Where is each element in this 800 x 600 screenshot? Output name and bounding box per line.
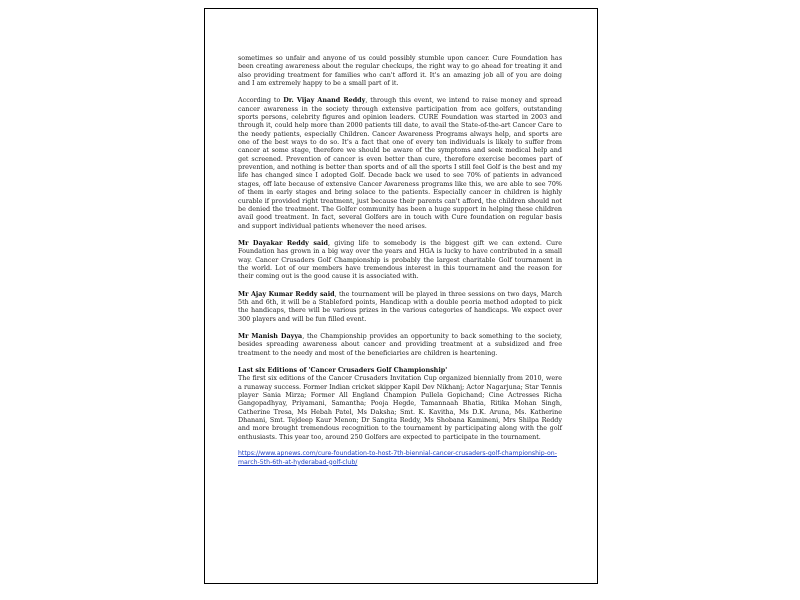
paragraph-intro xyxy=(238,54,562,87)
paragraph-vijay-anand-reddy xyxy=(238,96,562,230)
section-heading: Last six Editions of 'Cancer Crusaders Golf Championship' xyxy=(238,366,448,374)
speaker-name: Mr Ajay Kumar Reddy said xyxy=(238,289,335,298)
paragraph-text: , the tournament will be played in three sessions on two days, March 5th and 6th, it will be a Stableford points, Handicap with a double peoria method adopted to pick the handicaps, there will be various prizes in the various categories of handicaps. We expect over 300 players and will be fun filled event. xyxy=(238,289,562,323)
speaker-name: Dr. Vijay Anand Reddy xyxy=(283,96,366,105)
document-page xyxy=(204,8,598,584)
speaker-name: Mr Manish Dayya xyxy=(238,331,303,340)
paragraph-dayakar-reddy xyxy=(238,239,562,281)
paragraph-lead-in: According to xyxy=(238,96,284,105)
speaker-name: Mr Dayakar Reddy said xyxy=(238,238,328,247)
section-last-six-editions xyxy=(238,366,562,441)
paragraph-manish-dayya xyxy=(238,332,562,357)
paragraph-text: , through this event, we intend to raise money and spread cancer awareness in the society through extensive participation from ace golfers, outstanding sports persons, celebrity figures and opinion leaders. CURE Foundation was started in 2003 and through it, could help more than 2000 patients till date, to avail the State-of-the-art Cancer Care to the needy patients, especially Children. Cancer Awareness Programs always help, and sports are one of the best ways to do so. It's a fact that one of every ten individuals is likely to suffer from cancer at some stage, therefore we should be aware of the symptoms and seek medical help and get screened. Prevention of cancer is even better than cure, therefore exercise becomes part of prevention, and nothing is better than sports and of all the sports I still feel Golf is the best and my life has changed since I adopted Golf. Decade back we used to see 70% of patients in advanced stages, off late because of extensive Cancer Awareness programs like this, we are able to see 70% of them in early stages and bring solace to the patients. Especially cancer in children is highly curable if provided right treatment, just because their parents can't afford, the children should not be denied the treatment. The Golfer community has been a huge support in helping these children avail good treatment. In fact, several Golfers are in touch with Cure foundation on regular basis and support individual patients whenever the need arises. xyxy=(238,96,562,230)
source-link[interactable]: https://www.apnews.com/cure-foundation-to-host-7th-biennial-cancer-crusaders-golf-championship-on-march-5th-6th-at-hyderabad-golf-club/ xyxy=(238,450,557,466)
paragraph-intro-text: sometimes so unfair and anyone of us could possibly stumble upon cancer. Cure Foundation has been creating awareness about the regular checkups, the right way to go ahead for treating it and also providing treatment for families who can't afford it. It's an amazing job all of you are doing and I am extremely happy to be a small part of it. xyxy=(238,54,562,88)
document-body xyxy=(238,54,562,467)
paragraph-text: , giving life to somebody is the biggest gift we can extend. Cure Foundation has grown in a big way over the years and HGA is lucky to have contributed in a small way. Cancer Crusaders Golf Championship is probably the largest charitable Golf tournament in the world. Lot of our members have tremendous interest in this tournament and the reason for their coming out is the good cause it is associated with. xyxy=(238,238,563,281)
paragraph-ajay-kumar-reddy xyxy=(238,290,562,323)
section-text: The first six editions of the Cancer Crusaders Invitation Cup organized biennially from 2010, were a runaway success. Former Indian cricket skipper Kapil Dev Nikhanj; Actor Nagarjuna; Star Tennis player Sania Mirza; Former All England Champion Pullela Gopichand; Cine Actresses Richa Gangopadhyay, Priyamani, Samantha; Pooja Hegde, Tamannaah Bhatia, Ritika Mohan Singh, Catherine Tresa, Ms Hebah Patel, Ms Daksha; Smt. K. Kavitha, Ms D.K. Aruna, Ms. Katherine Dhanani, Smt. Tejdeep Kaur Menon; Dr Sangita Reddy, Ms Shobana Kamineni, Mrs Shilpa Reddy and more brought tremendous recognition to the tournament by participating along with the golf enthusiasts. This year too, around 250 Golfers are expected to participate in the tournament. xyxy=(238,374,562,441)
paragraph-text: , the Championship provides an opportunity to back something to the society, besides spreading awareness about cancer and providing treatment at a subsidized and free treatment to the needy and most of the beneficiaries are children is heartening. xyxy=(238,331,562,357)
